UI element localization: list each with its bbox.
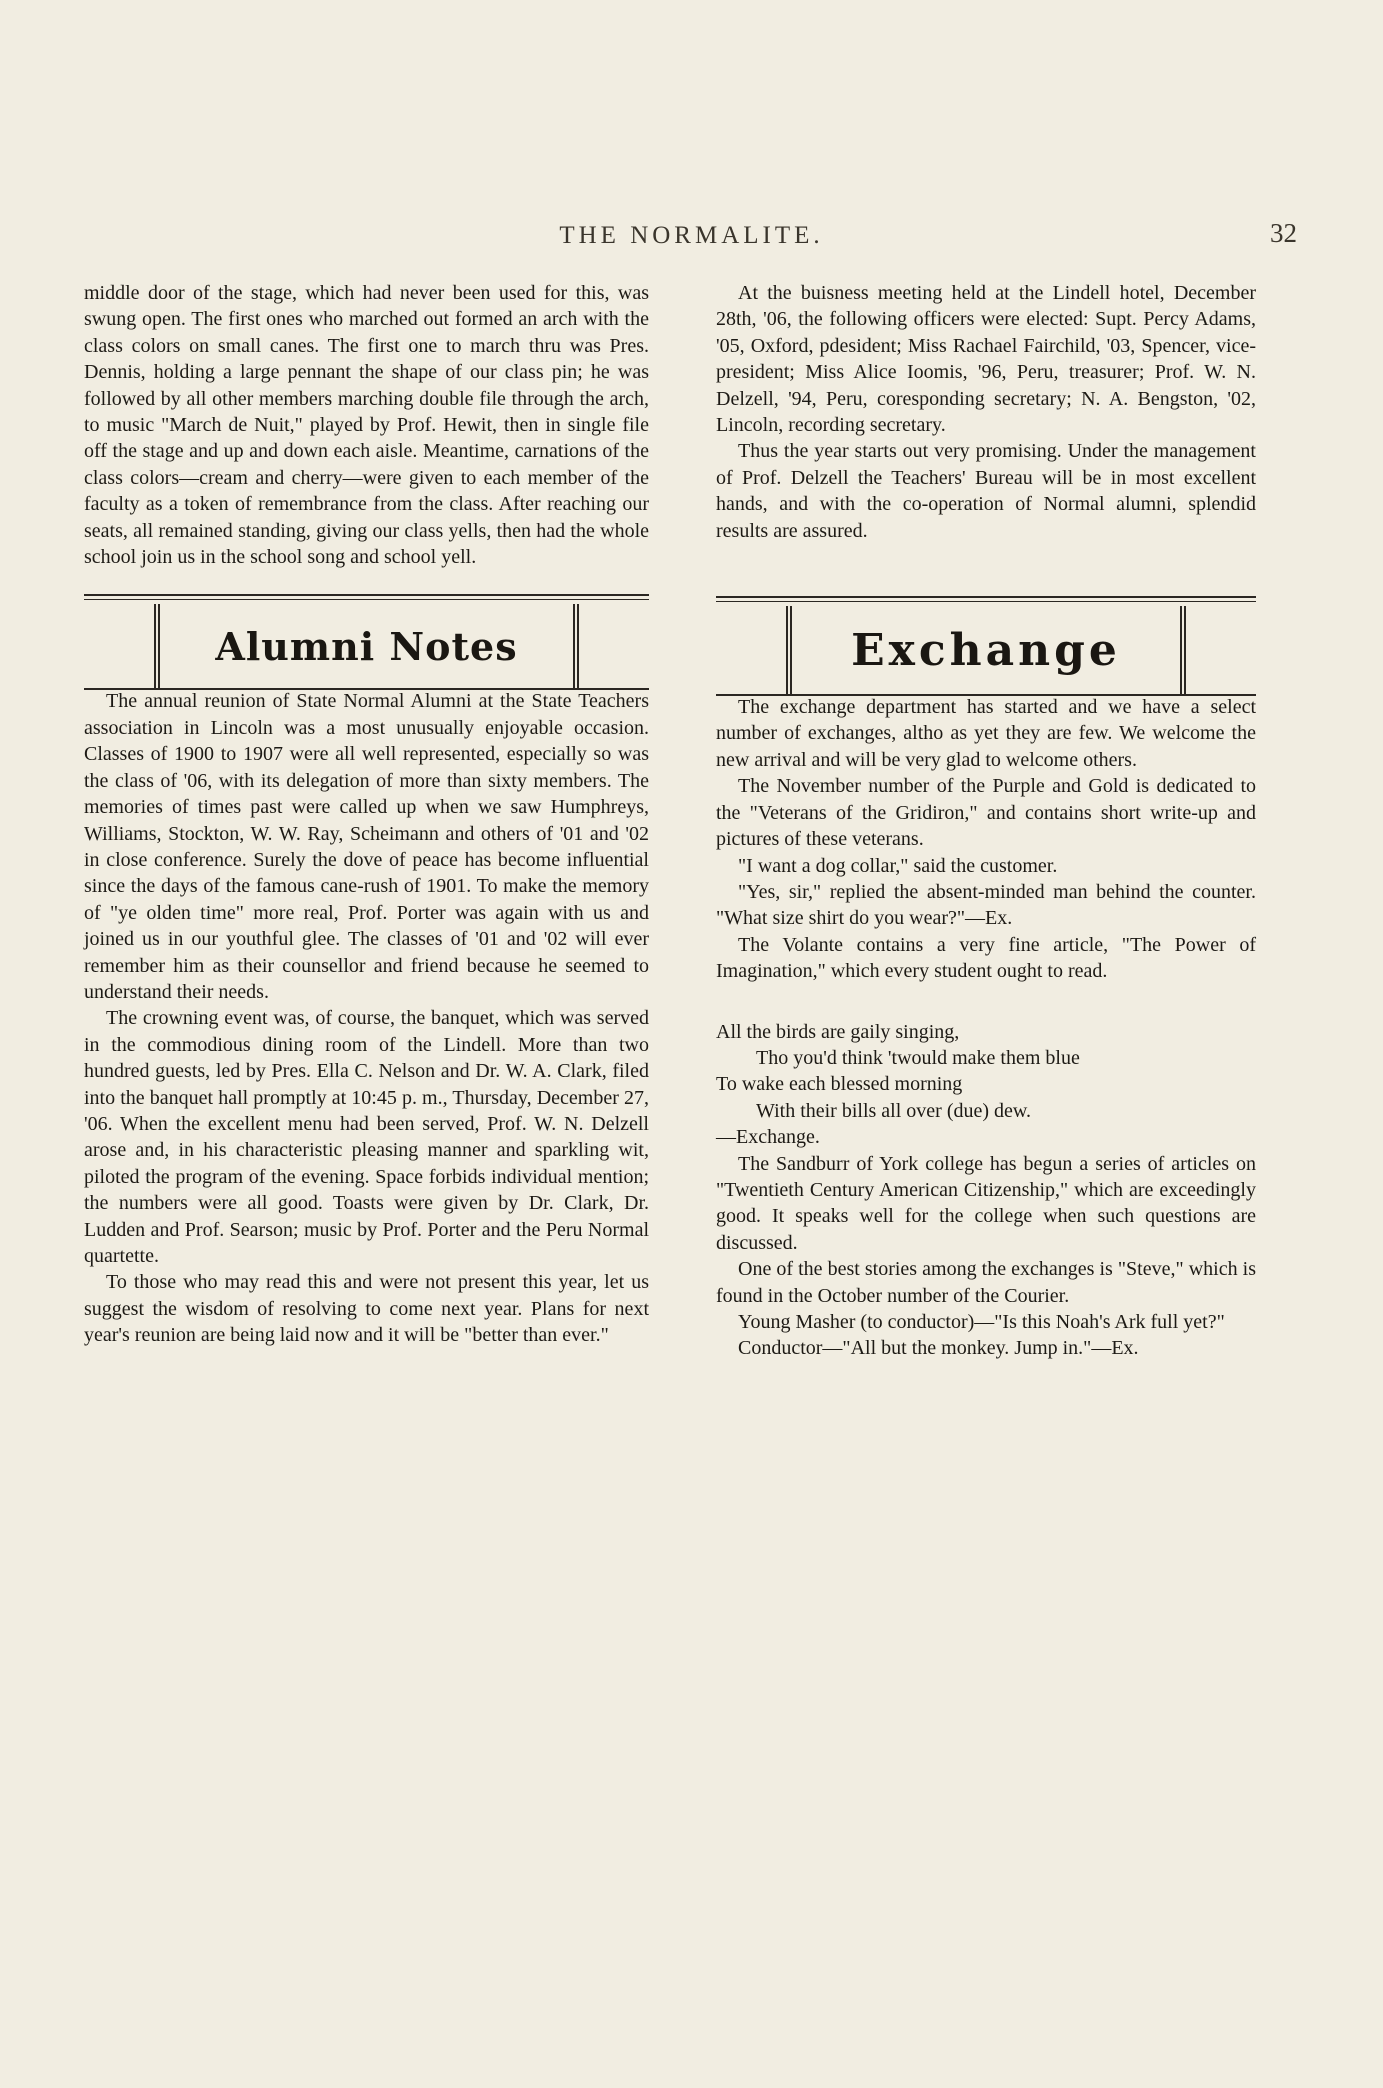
exchange-intro: The exchange department has started and we have a select number of exchanges, altho as yet they are few. We welcome the new arrival and will be very glad to welcome others. [716,696,1256,771]
alumni-paragraph-reunion: The annual reunion of State Normal Alumni at the State Teachers association in Lincoln was a most unusually enjoyable occasion. Classes of 1900 to 1907 were all well represented, especially so was the class of '06, with its delegation of more than sixty members. The memories of times past were called up when we saw Humphreys, Williams, Stockton, W. W. Ray, Scheimann and others of '01 and '02 in close conference. Surely the dove of peace has become influential since the days of the famous cane-rush of 1901. To make the memory of "ye olden time" more real, Prof. Porter was again with us and joined us in our youthful glee. The classes of '01 and '02 will ever remember him as their counsellor and friend because he seemed to understand their needs. [84,690,649,1003]
left-column [84,280,649,1349]
header-rule-top [716,596,1256,598]
promising-paragraph: Thus the year starts out very promising. Under the management of Prof. Delzell the Teachers' Bureau will be in most excellent hands, and with the co-operation of Normal alumni, splendid results are assured. [716,440,1256,542]
stage-paragraph: middle door of the stage, which had never been used for this, was swung open. The first ones who marched out formed an arch with the class colors on small canes. The first one to march thru was Pres. Dennis, holding a large pennant the shape of our class pin; he was followed by all other members marching double file through the arch, to music "March de Nuit," played by Prof. Hewit, then in single file off the stage and up and down each aisle. Meantime, carnations of the class colors—cream and cherry—were given to each member of the faculty as a token of remembrance from the class. After reaching our seats, all remained standing, giving our class yells, then had the whole school join us in the school song and school yell. [84,282,649,569]
alumni-notes-title-box [154,604,579,688]
header-rule-top-inner [716,601,1256,602]
exchange-title: Exchange [851,624,1121,676]
alumni-notes-header [84,594,649,688]
running-head: THE NORMALITE. [559,222,824,249]
volante-paragraph: The Volante contains a very fine article, "The Power of Imagination," which every student ought to read. [716,933,1256,983]
exchange-header [716,596,1256,694]
header-rule-top [84,594,649,596]
purple-gold-paragraph: The November number of the Purple and Gold is dedicated to the "Veterans of the Gridiron," and contains short write-up and pictures of these veterans. [716,775,1256,851]
header-rule-bottom [84,688,649,690]
sandburr-paragraph: The Sandburr of York college has begun a series of articles on "Twentieth Century American Citizenship," which are exceedingly good. It speaks well for the college when such questions are discussed. [716,1152,1256,1254]
masher-line-1: Young Masher (to conductor)—"Is this Noah's Ark full yet?" [738,1311,1225,1333]
poem-line: With their bills all over (due) dew. [756,1099,1032,1122]
dog-collar-line-1: "I want a dog collar," said the customer. [738,854,1058,877]
meeting-paragraph: At the buisness meeting held at the Lindell hotel, December 28th, '06, the following officers were elected: Supt. Percy Adams, '05, Oxford, pdesident; Miss Rachael Fairchild, '03, Spencer, vice-president; Miss Alice Ioomis, '96, Peru, treasurer; Prof. W. N. Delzell, '94, Peru, coresponding secretary; N. A. Bengston, '02, Lincoln, recording secretary. [716,282,1256,437]
steve-paragraph: One of the best stories among the exchanges is "Steve," which is found in the October number of the Courier. [716,1258,1256,1307]
exchange-title-box [786,606,1186,694]
poem-line: To wake each blessed morning [716,1073,963,1096]
header-rule-top-inner [84,599,649,600]
masher-line-2: Conductor—"All but the monkey. Jump in."—Ex. [738,1337,1139,1360]
header-rule-bottom [716,694,1256,696]
poem-signature: —Exchange. [716,1126,820,1149]
dog-collar-line-2: "Yes, sir," replied the absent-minded man behind the counter. "What size shirt do you wear?"—Ex. [716,880,1256,930]
right-column [716,280,1256,1362]
poem-line: Tho you'd think 'twould make them blue [756,1046,1080,1069]
alumni-paragraph-banquet: The crowning event was, of course, the banquet, which was served in the commodious dining room of the Lindell. More than two hundred guests, led by Pres. Ella C. Nelson and Dr. W. A. Clark, filed into the banquet hall promptly at 10:45 p. m., Thursday, December 27, '06. When the excellent menu had been served, Prof. W. N. Delzell arose and, in his characteristic pleasing manner and sparkling wit, piloted the program of the evening. Space forbids individual mention; the numbers were all good. Toasts were given by Dr. Clark, Dr. Ludden and Prof. Searson; music by Prof. Porter and the Peru Normal quartette. [84,1007,649,1267]
alumni-paragraph-next-year: To those who may read this and were not present this year, let us suggest the wisdom of resolving to come next year. Plans for next year's reunion are being laid now and it will be "better than ever." [84,1271,649,1347]
poem-line: All the birds are gaily singing, [716,1020,960,1043]
page-number: 32 [1270,218,1297,248]
alumni-notes-title: Alumni Notes [215,623,518,669]
exchange-poem [716,1019,1256,1151]
